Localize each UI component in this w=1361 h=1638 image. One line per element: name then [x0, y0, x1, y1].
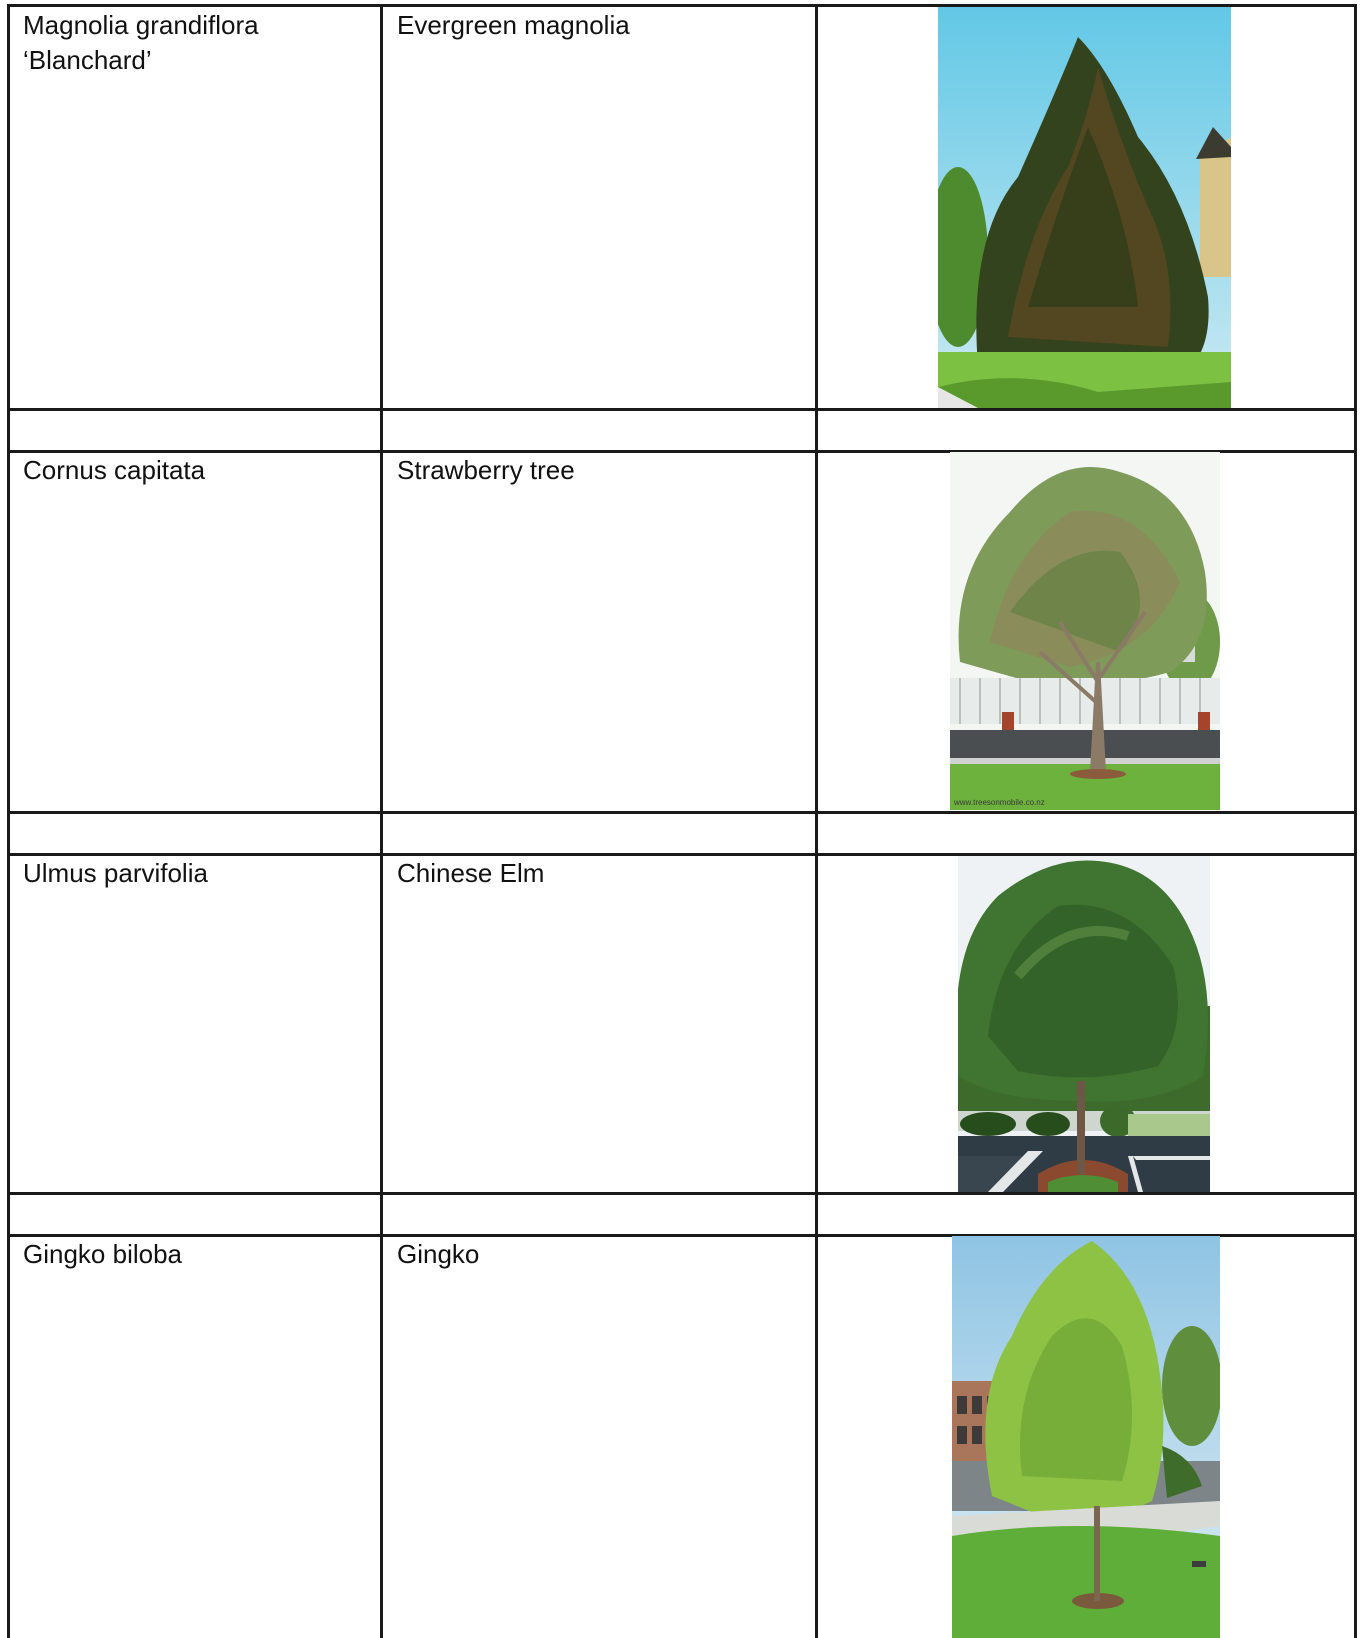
botanical-name-cell: Ulmus parvifolia: [23, 858, 208, 888]
magnolia-tree-photo: [938, 7, 1231, 408]
botanical-name-cell: Cornus capitata: [23, 455, 206, 485]
botanical-name-cell: Gingko biloba: [23, 1239, 182, 1269]
row-divider: [7, 811, 1357, 814]
row-divider: [7, 408, 1357, 411]
common-name-cell: Chinese Elm: [397, 858, 545, 888]
common-name-cell: Evergreen magnolia: [397, 10, 630, 40]
table-border-right: [1354, 4, 1357, 1638]
row-divider: [7, 1192, 1357, 1195]
botanical-name-cell: Magnolia grandiflora ‘Blanchard’: [23, 10, 259, 75]
common-name-cell: Strawberry tree: [397, 455, 575, 485]
common-name-cell: Gingko: [397, 1239, 480, 1269]
strawberry-tree-photo: [950, 452, 1220, 810]
chinese-elm-photo: [958, 856, 1210, 1192]
photo-watermark: www.treesonmobile.co.nz: [954, 798, 1045, 807]
column-divider: [380, 4, 383, 1638]
column-divider: [815, 4, 818, 1638]
table-border-left: [7, 4, 10, 1638]
gingko-tree-photo: [952, 1236, 1220, 1638]
